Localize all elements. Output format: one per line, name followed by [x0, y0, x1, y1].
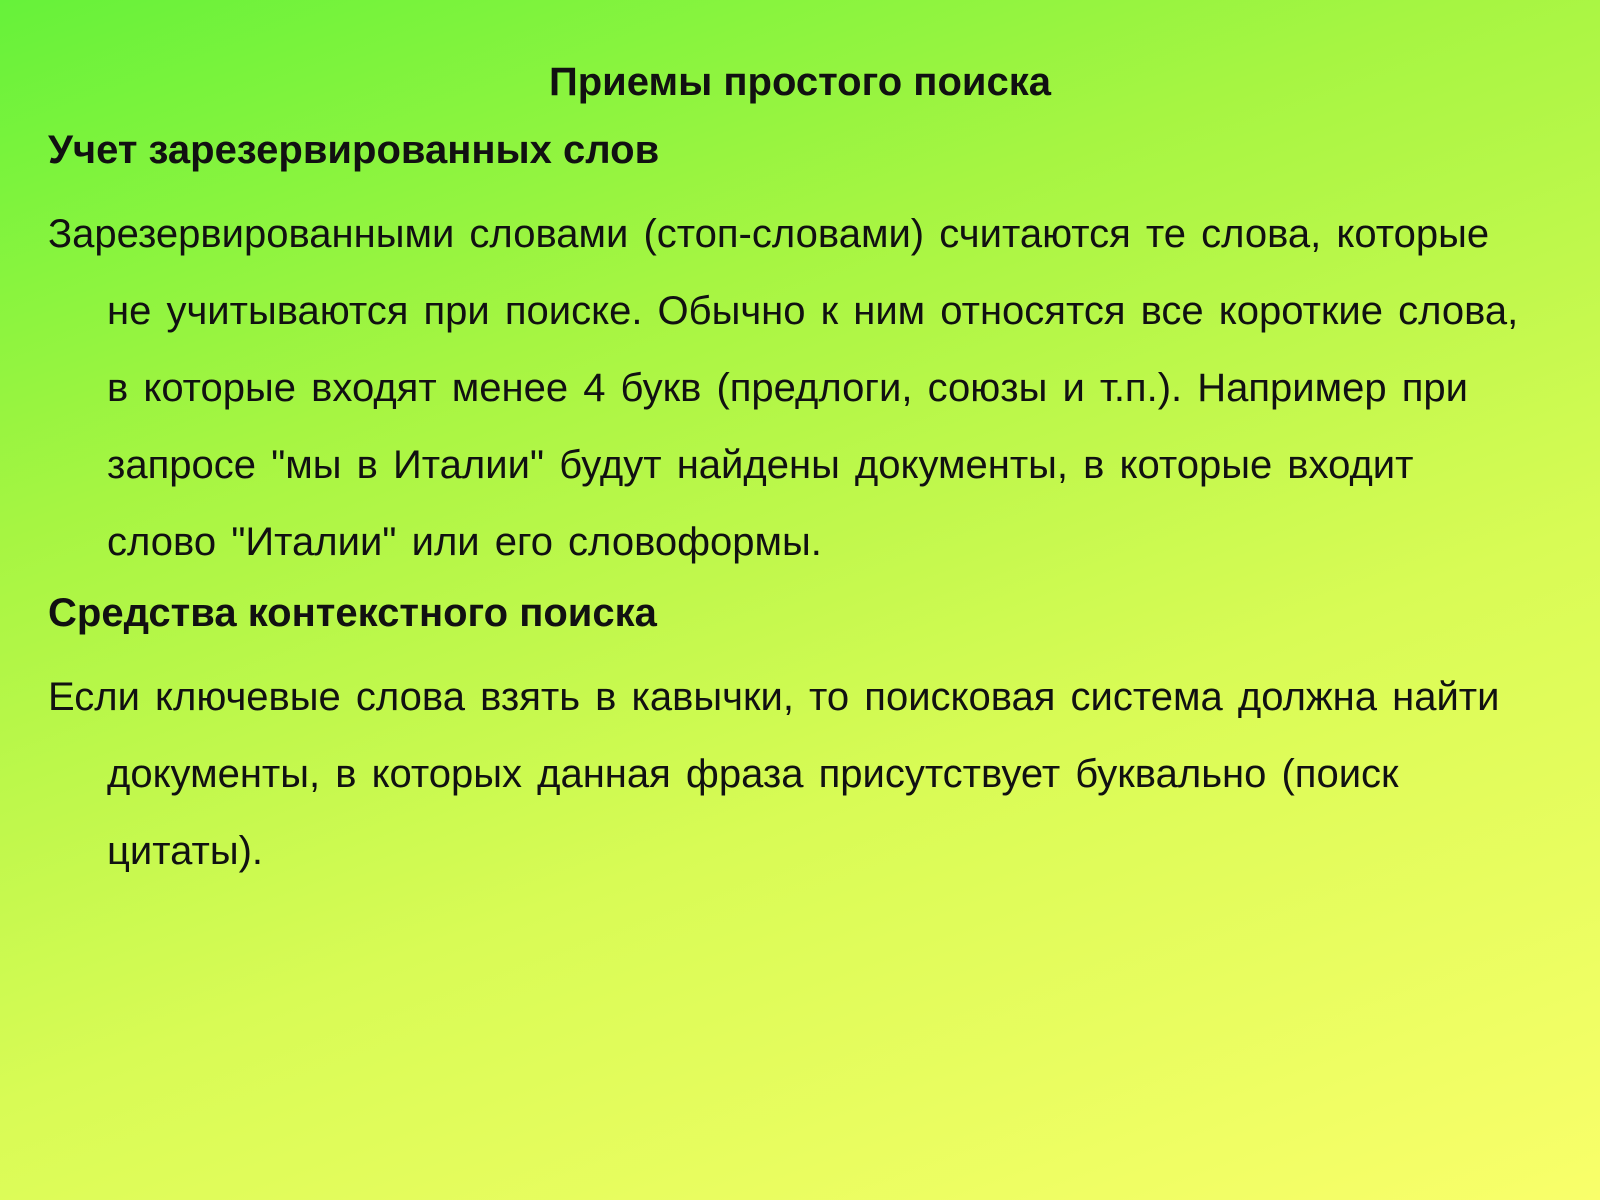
section-heading: Средства контекстного поиска — [48, 591, 657, 635]
section-context-search — [48, 583, 1528, 890]
section-paragraph: Зарезервированными словами (стоп-словами) считаются те слова, которые не учитываются при поиске. Обычно к ним относятся все короткие слова, в которые входят менее 4 букв (предлоги, союзы и т.п.). Например при запросе "мы в Италии" будут найдены документы, в которые входит слово "Италии" или его словоформы. — [48, 212, 1519, 564]
section-reserved-words — [48, 120, 1528, 581]
slide-content — [48, 120, 1528, 892]
section-heading: Учет зарезервированных слов — [48, 128, 660, 172]
slide-title: Приемы простого поиска — [549, 60, 1051, 104]
section-paragraph: Если ключевые слова взять в кавычки, то поисковая система должна найти документы, в которых данная фраза присутствует буквально (поиск цитаты). — [48, 675, 1500, 873]
